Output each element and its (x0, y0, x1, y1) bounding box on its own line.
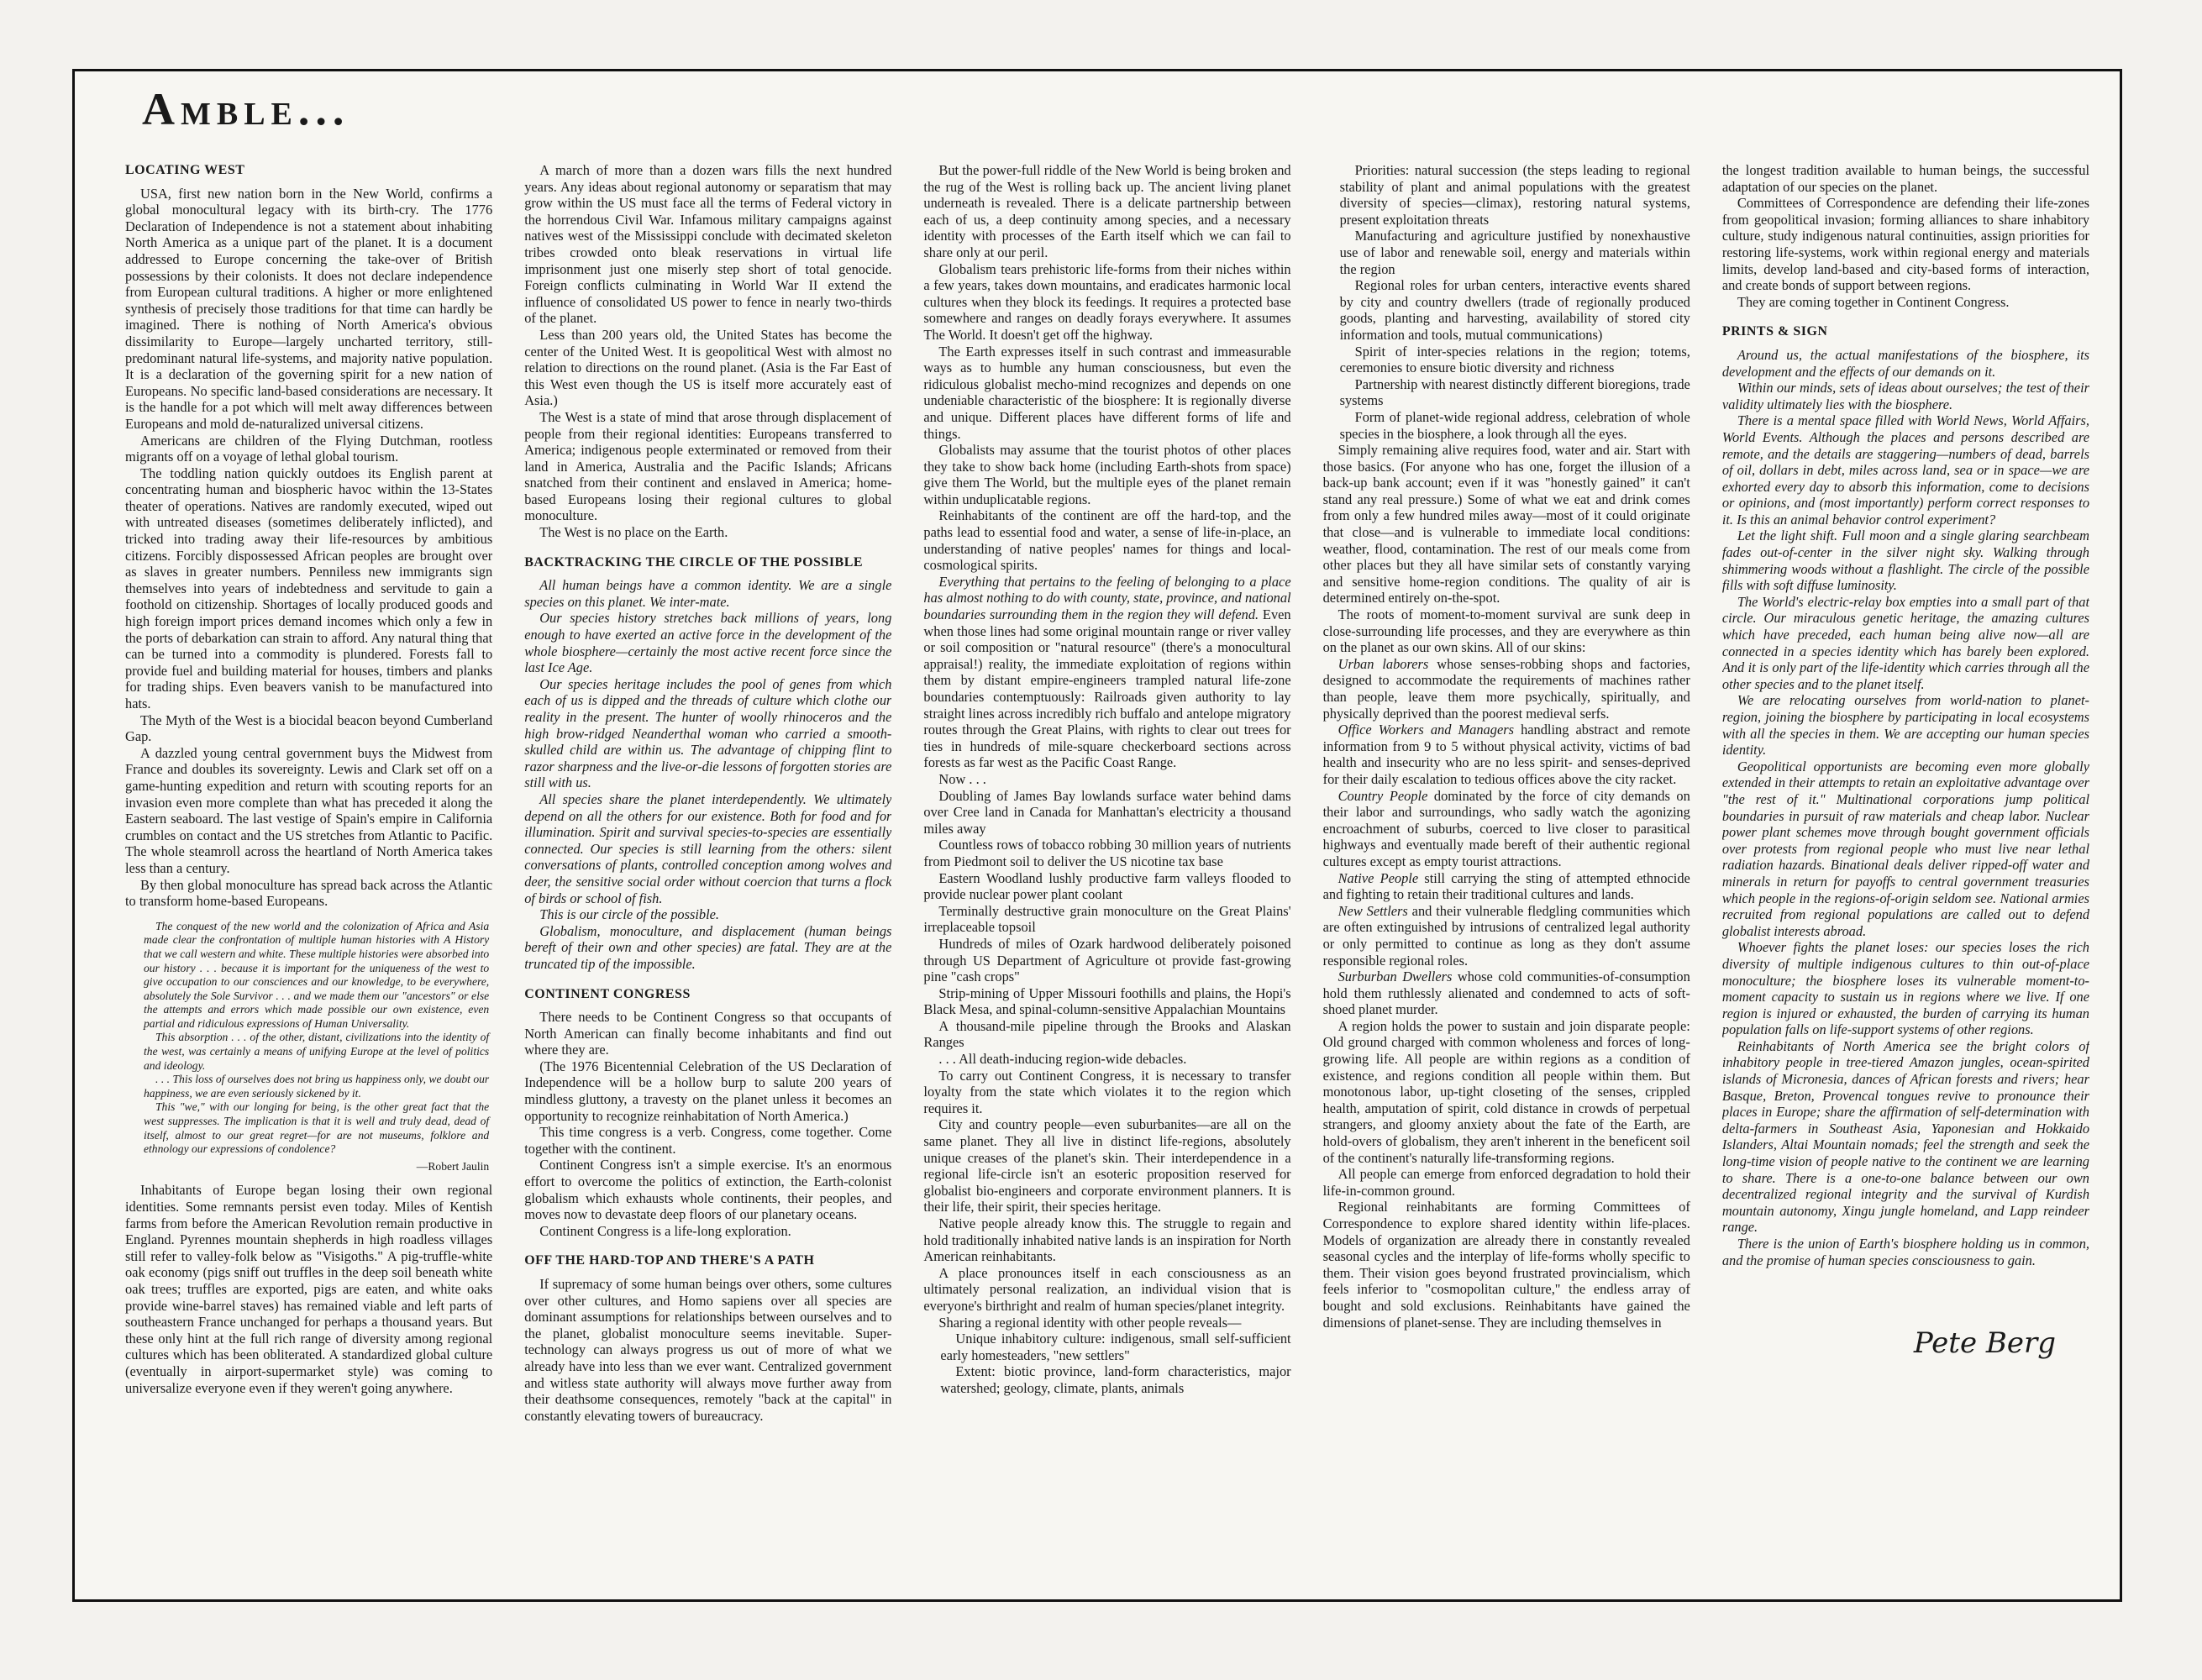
section-heading-hard-top: OFF THE HARD-TOP AND THERE'S A PATH (524, 1253, 815, 1268)
column-1 (125, 150, 492, 1581)
section-heading-locating-west: LOCATING WEST (125, 163, 245, 177)
paragraph: By then global monoculture has spread back across the Atlantic to transform home-based Europeans. (125, 876, 493, 910)
paragraph: Eastern Woodland lushly productive farm valleys flooded to provide nuclear power plant coolant (923, 869, 1291, 903)
text-span: and their vulnerable fledgling communities which are often extinguished by intrusions of centralized legal authority or only permitted to continue as long as they don't assume responsible regional roles. (1322, 902, 1690, 969)
paragraph: Continent Congress is a life-long exploration. (539, 1222, 791, 1239)
column-5 (1722, 150, 2089, 1581)
paragraph: The Myth of the West is a biocidal beacon beyond Cumberland Gap. (125, 711, 493, 745)
paragraph: The roots of moment-to-moment survival are sunk deep in close-surrounding life processes, and they are everywhere as thin on the planet as our own skins. All of our skins: (1322, 606, 1690, 656)
quote-paragraph: This absorption . . . of the other, distant, civilizations into the identity of the west, was certainly a means of unifying Europe at the level of politics and ideology. (144, 1031, 490, 1072)
text-span: still carrying the sting of attempted ethnocide and fighting to retain their traditional cultures and lands. (1322, 869, 1690, 903)
paragraph: The West is a state of mind that arose through displacement of people from their regional identities: Europeans transferred to America; indigenous people exterminated or removed from their land in America, Australia and the Pacific Islands; Africans snatched from their continent and enslaved in America; home-based Europeans losing their regional cultures to global monoculture. (524, 408, 892, 524)
paragraph: The toddling nation quickly outdoes its English parent at concentrating human and biospheric havoc within the 13-States theater of operations. Natives are randomly executed, wiped out with untreated diseases (sometimes deliberately inflicted), and tricked into trading away their life-resources by ambitious citizens. Forcibly dispossessed African peoples are brought over as slaves in greater numbers. Penniless new immigrants sign themselves into years of indebtedness and servitude to gain a foothold on citizenship. Shortages of locally produced goods and high foreign import prices demand incomes which only a few in the ports of debarkation can strain to afford. Any natural thing that can be turned into a commodity is plundered. Forests fall to provide fuel and building material for houses, timbers and planks for trading ships. Even beavers vanish to be manufactured into hats. (125, 465, 493, 711)
paragraph: Within our minds, sets of ideas about ourselves; the test of their validity ultimately lies with the biosphere. (1721, 380, 2090, 412)
paragraph: the longest tradition available to human beings, the successful adaptation of our species on the planet. (1721, 162, 2090, 195)
paragraph: Countless rows of tobacco robbing 30 million years of nutrients from Piedmont soil to deliver the US nicotine tax base (923, 837, 1291, 869)
italic-block (524, 577, 891, 972)
paragraph: Now . . . (938, 770, 986, 787)
paragraph: All people can emerge from enforced degradation to hold their life-in-common ground. (1322, 1166, 1690, 1199)
page-title: Amble... (142, 84, 350, 134)
text-span: whose cold communities-of-consumption hold them ruthlessly alienated and condemned to acts of soft-shoed planet murder. (1322, 969, 1690, 1018)
italic-span: Everything that pertains to the feeling of belonging to a place has almost nothing to do with county, state, province, and national boundaries surrounding them in the region they will defend. (923, 573, 1291, 623)
list-item: Manufacturing and agriculture justified by nonexhaustive use of labor and renewable soil, energy and materials within the region (1339, 228, 1690, 277)
list-item: Form of planet-wide regional address, celebration of whole species in the biosphere, a look through all the eyes. (1339, 408, 1690, 442)
author-signature: Pete Berg (1913, 1326, 2057, 1361)
paragraph: Our species heritage includes the pool of genes from which each of us is dipped and the threads of culture which clothe our reality in the present. The hunter of woolly rhinoceros and the high brow-ridged Neanderthal woman who carried a smooth-skulled child are within us. The advantage of chipping flint to razor sharpness and the live-or-die lessons of forgotten stories are still with us. (524, 675, 892, 791)
quote-paragraph: The conquest of the new world and the colonization of Africa and Asia made clear the confrontation of multiple human histories with A History that we call western and white. These multiple histories were absorbed into our history . . . because it is important for the uniqueness of the west to give occupation to our consciences and our knowledge, to be everywhere, absolutely the Sole Survivor . . . and we made them our "ancestors" or else the attempts and errors which made possible our own existence, even partial and ridiculous expressions of Human Universality. (144, 919, 490, 1030)
paragraph: To carry out Continent Congress, it is necessary to transfer loyalty from the state which violates it to the region which requires it. (923, 1067, 1291, 1116)
quote-paragraph: . . . This loss of ourselves does not bring us happiness only, we doubt our happiness, we are even seriously sickened by it. (144, 1073, 490, 1100)
paragraph: Simply remaining alive requires food, water and air. Start with those basics. (For anyone who has one, forget the illusion of a back-up bank account; even if it was "honestly gained" it can't stand any real pressure.) Some of what we eat and drink comes from only a few hundred miles away—most of it could originate that close—and is vulnerable to immediate local conditions: weather, flood, contamination. The rest of our meals come from other places but they all have similar sets of constantly varying and sensitive home-region conditions. The quality of air is determined entirely on-the-spot. (1322, 442, 1690, 606)
block-quote (144, 920, 489, 1174)
list-item: Extent: biotic province, land-form characteristics, major watershed; geology, climate, plants, animals (940, 1363, 1291, 1396)
paragraph: They are coming together in Continent Congress. (1737, 293, 2010, 310)
italic-span: New Settlers (1337, 902, 1408, 919)
paragraph: Inhabitants of Europe began losing their own regional identities. Some remnants persist even today. Miles of Kentish farms from before the American Revolution remain productive in England. Pyrennes mountain shepherds in high roadless villages still refer to valley-folk below as "Visigoths." A pig-truffle-white oak economy (pigs sniff out truffles in the deep soil beneath white oak trees; truffles are exported, pigs are eaten, and white oaks provide wine-barrel staves) has remained viable and left parts of southeastern France unchanged for perhaps a thousand years. But these only hint at the full rich range of diversity among regional cultures which has been obliterated. A standardized global culture (eventually in airport-supermarket style) was coming to universalize everyone even if they weren't going anywhere. (125, 1182, 493, 1396)
paragraph: Americans are children of the Flying Dutchman, rootless migrants off on a voyage of lethal global tourism. (125, 432, 493, 465)
paragraph: The World's electric-relay box empties into a small part of that circle. Our miraculous genetic heritage, the amazing cultures which have preceded, each human being alive now—all are connected in a species identity which has barely been explored. And it is only part of the life-identity which carries through all the other species and to the planet itself. (1721, 593, 2090, 692)
paragraph: (The 1976 Bicentennial Celebration of the US Declaration of Independence will be a hollow burp to salute 200 years of mindless gluttony, a travesty on the planet unless it becomes an opportunity to recognize reinhabitation of North America.) (524, 1058, 892, 1124)
paragraph: The Earth expresses itself in such contrast and immeasurable ways as to humble any human consciousness, but even the ridiculous globalist mecho-mind recognizes and depends on one undeniable characteristic of the biosphere: It is regionally diverse and unique. Different places have different forms of life and things. (923, 343, 1291, 442)
italic-span: Office Workers and Managers (1337, 722, 1514, 738)
paragraph: There is the union of Earth's biosphere holding us in common, and the promise of human species consciousness to gain. (1721, 1236, 2090, 1268)
quote-paragraph: This "we," with our longing for being, is the other great fact that the west suppresses. The implication is that it is well and truly dead, dead of itself, almost to our great regret—for are not museums, folklore and ethnology our expressions of condolence? (144, 1100, 490, 1156)
paragraph: Native people already know this. The struggle to regain and hold traditionally inhabited native lands is an inspiration for North American reinhabitants. (923, 1215, 1291, 1265)
italic-block (1722, 347, 2089, 1268)
italic-span: Urban laborers (1337, 655, 1429, 672)
list-item: Regional roles for urban centers, interactive events shared by city and country dwellers (trade of regionally produced goods, planting and harvesting, availability of stored city information and tools, mutual communications) (1339, 277, 1690, 343)
paragraph: Continent Congress isn't a simple exercise. It's an enormous effort to overcome the politics of extinction, the Earth-colonist globalism which exhausts whole continents, their peoples, and moves now to devastate deep floors of our planetary oceans. (524, 1157, 892, 1223)
italic-span: Country People (1337, 787, 1428, 804)
paragraph: Committees of Correspondence are defending their life-zones from geopolitical invasion; forming alliances to share inhabitory culture, study indigenous natural continuities, assign priorities for restoring life-systems, work within regional energy and materials limits, develop land-based and city-based forms of interaction, and create bonds of support between regions. (1721, 195, 2090, 294)
paragraph: Doubling of James Bay lowlands surface water behind dams over Cree land in Canada for Manhattan's electricity a thousand miles away (923, 787, 1291, 837)
paragraph: Terminally destructive grain monoculture on the Great Plains' irreplaceable topsoil (923, 902, 1291, 936)
italic-span: Surburban Dwellers (1337, 969, 1453, 985)
paragraph (1323, 788, 1690, 870)
paragraph (1323, 656, 1690, 722)
list-item: Spirit of inter-species relations in the region; totems, ceremonies to ensure biotic diversity and richness (1339, 343, 1690, 376)
paragraph: We are relocating ourselves from world-nation to planet-region, joining the biosphere by participating in local ecosystems with all the species in them. We are accepting our human species identity. (1721, 692, 2090, 759)
text-span: whose senses-robbing shops and factories, designed to accommodate the requirements of machines rather than people, leave them more psychically, spiritually, and physically deprived than the poorest medieval serfs. (1322, 655, 1690, 722)
paragraph: There needs to be Continent Congress so that occupants of North American can finally become inhabitants and find out where they are. (524, 1009, 892, 1058)
paragraph: If supremacy of some human beings over others, some cultures over other cultures, and Homo sapiens over all species are dominant assumptions for relationships between ourselves and to the planet, globalist monoculture seems inevitable. Super-technology can always progress us out of more of what we already have into less than we ever want. Centralized government and witless state authority will always move further away from their deathsome consequences, remotely "back at the capital" in constantly elevating towers of bureaucracy. (524, 1276, 892, 1424)
paragraph: A thousand-mile pipeline through the Brooks and Alaskan Ranges (923, 1017, 1291, 1051)
paragraph: City and country people—even suburbanites—are all on the same planet. They all live in distinct life-regions, absolutely unique creases of the planet's skin. Their interdependence in a regional life-circle isn't an esoteric proposition reserved for globalist bio-engineers and corporate environment planners. It is their life, their spirit, their species heritage. (923, 1116, 1291, 1215)
paragraph: A region holds the power to sustain and join disparate people: Old ground charged with common wholeness and forces of long-growing life. All people are within regions as a condition of existence, and regions condition all people within them. But monotonous labor, up-tight closeting of the senses, crippled health, amputation of spirit, cold distance in crowds of perpetual strangers, and gloomy anxiety about the fate of the Earth, are hold-overs of globalism, they aren't inherent in the beneficent soil of the continent's naturally life-transforming regions. (1322, 1017, 1690, 1166)
list-item: Unique inhabitory culture: indigenous, small self-sufficient early homesteaders, "new settlers" (940, 1331, 1291, 1363)
column-3 (923, 150, 1290, 1581)
text-span: dominated by the force of city demands on their labor and surroundings, who sadly watch the agonizing encroachment of suburbs, coerced to live closer to parasitical highways and eventually made bereft of their authentic regional cultures except as empty tourist attractions. (1322, 787, 1690, 869)
paragraph: Our species history stretches back millions of years, long enough to have exerted an active force in the development of the whole biosphere—certainly the most active recent force since the last Ice Age. (524, 610, 892, 676)
list-item: Partnership with nearest distinctly different bioregions, trade systems (1339, 375, 1690, 409)
paragraph: Reinhabitants of the continent are off the hard-top, and the paths lead to essential food and water, a sense of life-in-place, an understanding of native peoples' names for things and local-cosmological spirits. (923, 507, 1291, 574)
paragraph: The West is no place on the Earth. (539, 524, 728, 541)
paragraph: Sharing a regional identity with other people reveals— (938, 1314, 1242, 1331)
paragraph (1323, 903, 1690, 969)
paragraph: Less than 200 years old, the United States has become the center of the United West. It is geopolitical West with almost no relation to directions on the round planet. (Asia is the Far East of this West even though the US is itself more accurately east of Asia.) (524, 326, 892, 409)
text-span: handling abstract and remote information from 9 to 5 without physical activity, victims of bad health and insecurity who are no less spirit- and senses-deprived for their daily escalation to tedious offices above the city racket. (1322, 722, 1690, 787)
paragraph: A place pronounces itself in each consciousness as an ultimately personal realization, an individual vision that is everyone's birthright and realm of human species/planet integrity. (923, 1264, 1291, 1314)
paragraph: This is our circle of the possible. (539, 906, 720, 923)
paragraph: There is a mental space filled with World News, World Affairs, World Events. Although the places and persons described are remote, and the details are staggering—numbers of dead, barrels of oil, dollars in debt, miles across land, sea or in space—we are exhorted every day to absorb this information, come to decisions or opinions, and (most importantly) perform correct responses to it. Is this an animal behavior control experiment? (1721, 412, 2090, 528)
list-item: Priorities: natural succession (the steps leading to regional stability of plant and animal populations with the greatest diversity of species—climax), restoring natural systems, present exploitation threats (1339, 162, 1690, 228)
paragraph (1323, 969, 1690, 1018)
section-heading-backtracking: BACKTRACKING THE CIRCLE OF THE POSSIBLE (524, 554, 864, 570)
paragraph: Regional reinhabitants are forming Committees of Correspondence to explore shared identity within life-places. Models of organization are already there in constantly revealed seasonal cycles and the interplay of life-forms wholly specific to them. Their vision goes beyond frustrated provincialism, which feels inferior to "cosmopolitan culture," the endless array of bought and sold exclusions. Reinhabitants have gained the dimensions of planet-sense. They are including themselves in (1322, 1199, 1690, 1331)
section-heading-continent-congress: CONTINENT CONGRESS (524, 986, 691, 1001)
paragraph: Geopolitical opportunists are becoming even more globally extended in their attempts to retain an exploitative advantage over "the rest of it." Multinational corporations jump political boundaries in pursuit of raw materials and cheap labor. Nuclear power plant schemes move through bought government officials over protests from regional people who must live near lethal radiation hazards. Binational deals deliver ripped-off water and minerals in return for payoffs to central government treasuries which people in the regions-of-origin seldom see. National armies recruited from regional populations are called out to defend globalist interests abroad. (1721, 758, 2090, 939)
paragraph: All species share the planet interdependently. We ultimately depend on all the others for our existence. Both for food and for illumination. Spirit and survival species-to-species are essentially connected. Our species is still learning from the others: silent conversations of plants, controlled conception among wolves and deer, the sensitive social order without coercion that turns a flock of birds or school of fish. (524, 790, 892, 906)
paragraph (1323, 870, 1690, 903)
paragraph: USA, first new nation born in the New World, confirms a global monocultural legacy with its birth-cry. The 1776 Declaration of Independence is not a statement about inhabiting North America as a unique part of the planet. It is a document addressed to Europe concerning the take-over of British possessions by their colonists. It does not declare independence from European cultural traditions. A higher or more enlightened synthesis of precisely those traditions for that time can hardly be imagined. There is nothing of North America's obvious dissimilarity to Europe—largely uncharted territory, still-predominant natural life-systems, and majority native population. It is a declaration of the governing spirit for a new nation of Europeans. No specific land-based considerations are necessary. It is the handle for a pot which will melt away differences between Europeans and mold de-naturalized universal citizens. (125, 185, 493, 432)
column-4 (1323, 150, 1690, 1581)
paragraph: Globalists may assume that the tourist photos of other places they take to show back home (including Earth-shots from space) give them The World, but the multiple eyes of the planet remain within unduplicatable regions. (923, 442, 1291, 507)
paragraph: Hundreds of miles of Ozark hardwood deliberately poisoned through US Department of Agriculture ot provide fast-growing pine "cash crops" (923, 935, 1291, 985)
text-span: Even when those lines had some original mountain range or river valley or soil composition or "natural resource" (there's a monocultural appraisal!) reality, the immediate exploitation of regions within them by distant empire-engineers trampled natural life-zone boundaries contemptuously: Railroads given authority to lay straight lines across incredibly rich buffalo and antelope migratory routes through the Great Plains, with rights to clear out trees for ties in hundreds of mile-square checkerboard sections across forests as far west as the Pacific Coast Range. (923, 606, 1291, 771)
page-frame (72, 69, 2122, 1602)
paragraph (1323, 722, 1690, 787)
italic-span: Native People (1337, 869, 1419, 886)
paragraph: Let the light shift. Full moon and a single glaring searchbeam fades out-of-center in the silver night sky. Walking through shimmering woods without a flashlight. The circle of the possible fills with soft diffuse luminosity. (1721, 528, 2090, 594)
article-columns (125, 150, 2089, 1581)
paragraph: This time congress is a verb. Congress, come together. Come together with the continent. (524, 1124, 892, 1157)
paragraph: Strip-mining of Upper Missouri foothills and plains, the Hopi's Black Mesa, and spinal-column-sensitive Appalachian Mountains (923, 984, 1291, 1018)
paragraph: . . . All death-inducing region-wide debacles. (938, 1051, 1187, 1068)
paragraph (923, 574, 1290, 771)
column-2 (524, 150, 891, 1581)
paragraph: Around us, the actual manifestations of the biosphere, its development and the effects of our demands on it. (1721, 346, 2090, 380)
paragraph: Reinhabitants of North America see the bright colors of inhabitory people in tree-tiered Amazon jungles, ocean-spirited islands of Micronesia, dances of African forests and rivers; hear Basque, Breton, Provencal tongues revive to pronounce their places in Europe; share the affirmation of self-determination with delta-farmers in Southeast Asia, Yaponesian and Hokkaido Islanders, Altai Mountain nomads; feel the strength and seek the long-time vision of people native to the continent we are learning to share. There is a one-to-one balance between our own decentralized regional integrity and the survival of Kurdish mountain autonomy, Xingu jungle homeland, and Lapp reindeer range. (1721, 1037, 2090, 1236)
paragraph: Whoever fights the planet loses: our species loses the rich diversity of multiple indigenous cultures to thin out-of-place monoculture; the biosphere loses its vulnerable moment-to-moment capacity to sustain us in regions where we live. If one region is injured or exhausted, the burden of carrying its human population falls on life-support systems of other regions. (1721, 939, 2090, 1038)
paragraph: Globalism tears prehistoric life-forms from their niches within a few years, takes down mountains, and eradicates harmonic local cultures when they block its feedings. It requires a protected base somewhere and ranges on deadly forays everywhere. It assumes The World. It doesn't get off the highway. (923, 260, 1291, 343)
quote-attribution: —Robert Jaulin (416, 1159, 490, 1173)
paragraph: All human beings have a common identity. We are a single species on this planet. We inter-mate. (524, 577, 892, 610)
paragraph: A march of more than a dozen wars fills the next hundred years. Any ideas about regional autonomy or separatism that may grow within the US must face all the terms of Federal victory in the horrendous Civil War. Infamous military campaigns against natives west of the Mississippi conclude with decimated skeleton tribes crowded onto bleak reservations in virtual life imprisonment just one miserly step short of total genocide. Foreign conflicts culminating in World War II extend the influence of consolidated US power to fence in nearly two-thirds of the planet. (524, 162, 892, 327)
paragraph: Globalism, monoculture, and displacement (human beings bereft of their own and other species) are fatal. They are at the truncated tip of the impossible. (524, 922, 892, 972)
section-heading-prints-sign: PRINTS & SIGN (1721, 324, 1828, 339)
paragraph: But the power-full riddle of the New World is being broken and the rug of the West is rolling back up. The ancient living planet underneath is revealed. There is a delicate partnership between each of us, a deep continuity among species, and a necessary identity with processes of the Earth itself which we can fail to share only at our peril. (923, 162, 1291, 260)
paragraph: A dazzled young central government buys the Midwest from France and doubles its sovereignty. Lewis and Clark set off on a game-hunting expedition and return with scouting reports for an invasion even more complete than what has preceded it along the Eastern seaboard. The last vestige of Spain's empire in California crumbles on contact and the US stretches from Atlantic to Pacific. The whole steamroll across the heartland of North America takes less than a century. (125, 744, 493, 876)
